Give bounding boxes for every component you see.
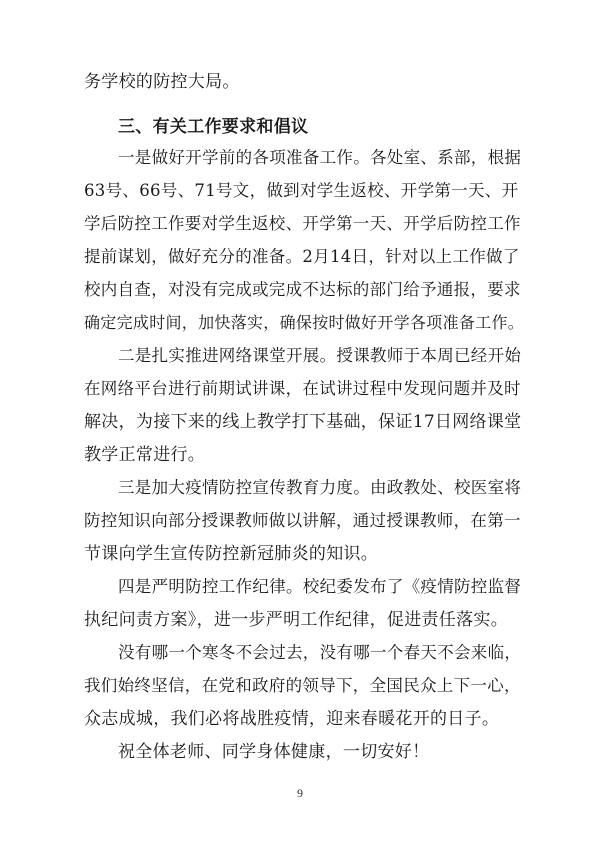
paragraph-line: 教学正常进行。 [84, 445, 206, 465]
paragraph-line: 63号、66号、71号文，做到对学生返校、开学第一天、开 [84, 181, 519, 200]
paragraph-line: 执纪问责方案》，进一步严明工作纪律，促进责任落实。 [84, 610, 508, 630]
paragraph-line: 校内自查，对没有完成或完成不达标的部门给予通报，要求 [84, 280, 521, 299]
paragraph-line: 学后防控工作要对学生返校、开学第一天、开学后防控工作 [84, 214, 521, 233]
paragraph-line: 我们始终坚信，在党和政府的领导下，全国民众上下一心， [84, 676, 521, 695]
paragraph-line: 提前谋划，做好充分的准备。2月14日，针对以上工作做了 [84, 247, 520, 266]
paragraph-line: 在网络平台进行前期试讲课，在试讲过程中发现问题并及时 [84, 379, 521, 398]
paragraph-line: 防控知识向部分授课教师做以讲解，通过授课教师，在第一 [84, 511, 521, 530]
paragraph-line: 四是严明防控工作纪律。校纪委发布了《疫情防控监督 [118, 577, 522, 596]
closing-line: 祝全体老师、同学身体健康，一切安好！ [118, 742, 430, 762]
paragraph-line: 二是扎实推进网络课堂开展。授课教师于本周已经开始 [118, 346, 522, 365]
section-heading: 三、有关工作要求和倡议 [118, 117, 309, 137]
paragraph-line: 一是做好开学前的各项准备工作。各处室、系部，根据 [118, 148, 522, 167]
paragraph-line: 节课向学生宣传防控新冠肺炎的知识。 [84, 544, 379, 564]
paragraph-line: 三是加大疫情防控宣传教育力度。由政教处、校医室将 [118, 478, 522, 497]
paragraph-line: 解决，为接下来的线上教学打下基础，保证17日网络课堂 [84, 412, 522, 432]
paragraph-line: 确定完成时间，加快落实，确保按时做好开学各项准备工作。 [84, 313, 525, 332]
text-line: 务学校的防控大局。 [84, 72, 240, 92]
page-number: 9 [297, 786, 303, 800]
paragraph-line: 众志成城，我们必将战胜疫情，迎来春暖花开的日子。 [84, 709, 500, 729]
paragraph-line: 没有哪一个寒冬不会过去，没有哪一个春天不会来临， [118, 643, 522, 662]
